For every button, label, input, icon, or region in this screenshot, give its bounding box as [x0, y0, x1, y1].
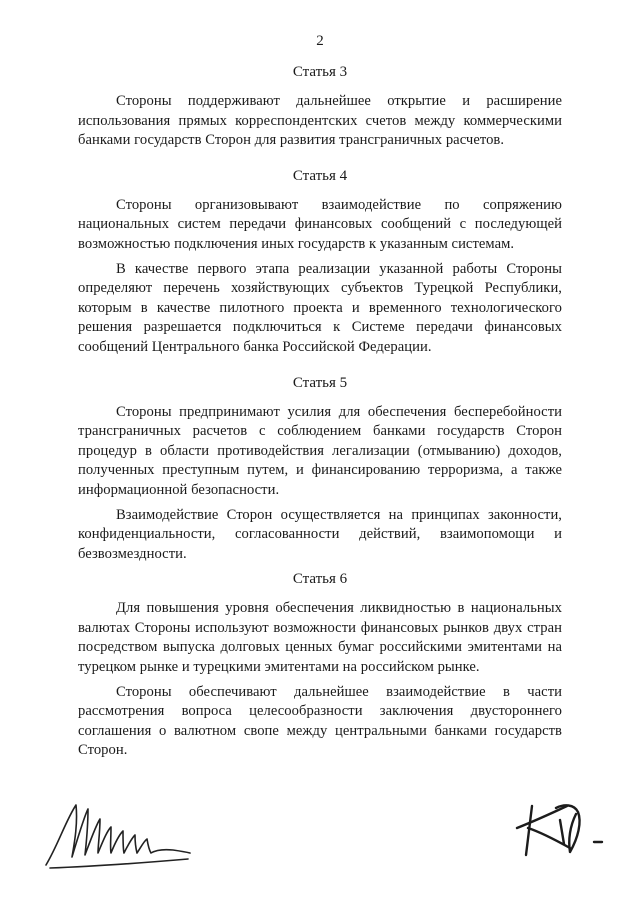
- paragraph: Стороны обеспечивают дальнейшее взаимодействие в части рассмотрения вопроса целесообразности заключения двустороннего соглашения о валютном свопе между центральными банками государств Сторон.: [78, 683, 562, 759]
- paragraph: В качестве первого этапа реализации указанной работы Стороны определяют перечень хозяйствующих субъектов Турецкой Республики, которым в качестве пилотного проекта и временного технологического решения разрешается подключиться к Системе передачи финансовых сообщений Центрального банка Российской Федерации.: [78, 260, 562, 355]
- article-heading: Статья 6: [292, 571, 348, 588]
- paragraph: Стороны поддерживают дальнейшее открытие и расширение использования прямых корреспондентских счетов между коммерческими банками государств Сторон для развития трансграничных расчетов.: [78, 93, 562, 149]
- handwritten-signature-right: [512, 800, 607, 860]
- handwritten-signature-left: [38, 795, 198, 870]
- paragraph: Взаимодействие Сторон осуществляется на принципах законности, конфиденциальности, согласованности действий, взаимопомощи и безвозмездности.: [78, 506, 562, 562]
- article-4: [78, 166, 562, 358]
- article-heading: Статья 3: [292, 64, 348, 80]
- article-3: [78, 62, 562, 151]
- article-heading: Статья 4: [292, 167, 348, 184]
- paragraph: Стороны организовывают взаимодействие по сопряжению национальных систем передачи финансовых сообщений с последующей возможностью подключения иных государств к указанным системам.: [78, 196, 562, 252]
- page-number: 2: [316, 33, 324, 49]
- paragraph: Для повышения уровня обеспечения ликвидностью в национальных валютах Стороны используют возможности финансовых рынков двух стран посредством выпуска долговых ценных бумаг российскими эмитентами на турецком рынке и турецкими эмитентами на российском рынке.: [78, 600, 562, 676]
- article-6: [78, 569, 562, 761]
- document-body: [78, 62, 562, 766]
- article-5: [78, 373, 562, 565]
- article-heading: Статья 5: [292, 374, 348, 391]
- paragraph: Стороны предпринимают усилия для обеспечения бесперебойности трансграничных расчетов с соблюдением банками государств Сторон процедур в области противодействия легализации (отмыванию) доходов, полученных преступным путем, и финансированию терроризма, а также информационной безопасности.: [78, 403, 562, 498]
